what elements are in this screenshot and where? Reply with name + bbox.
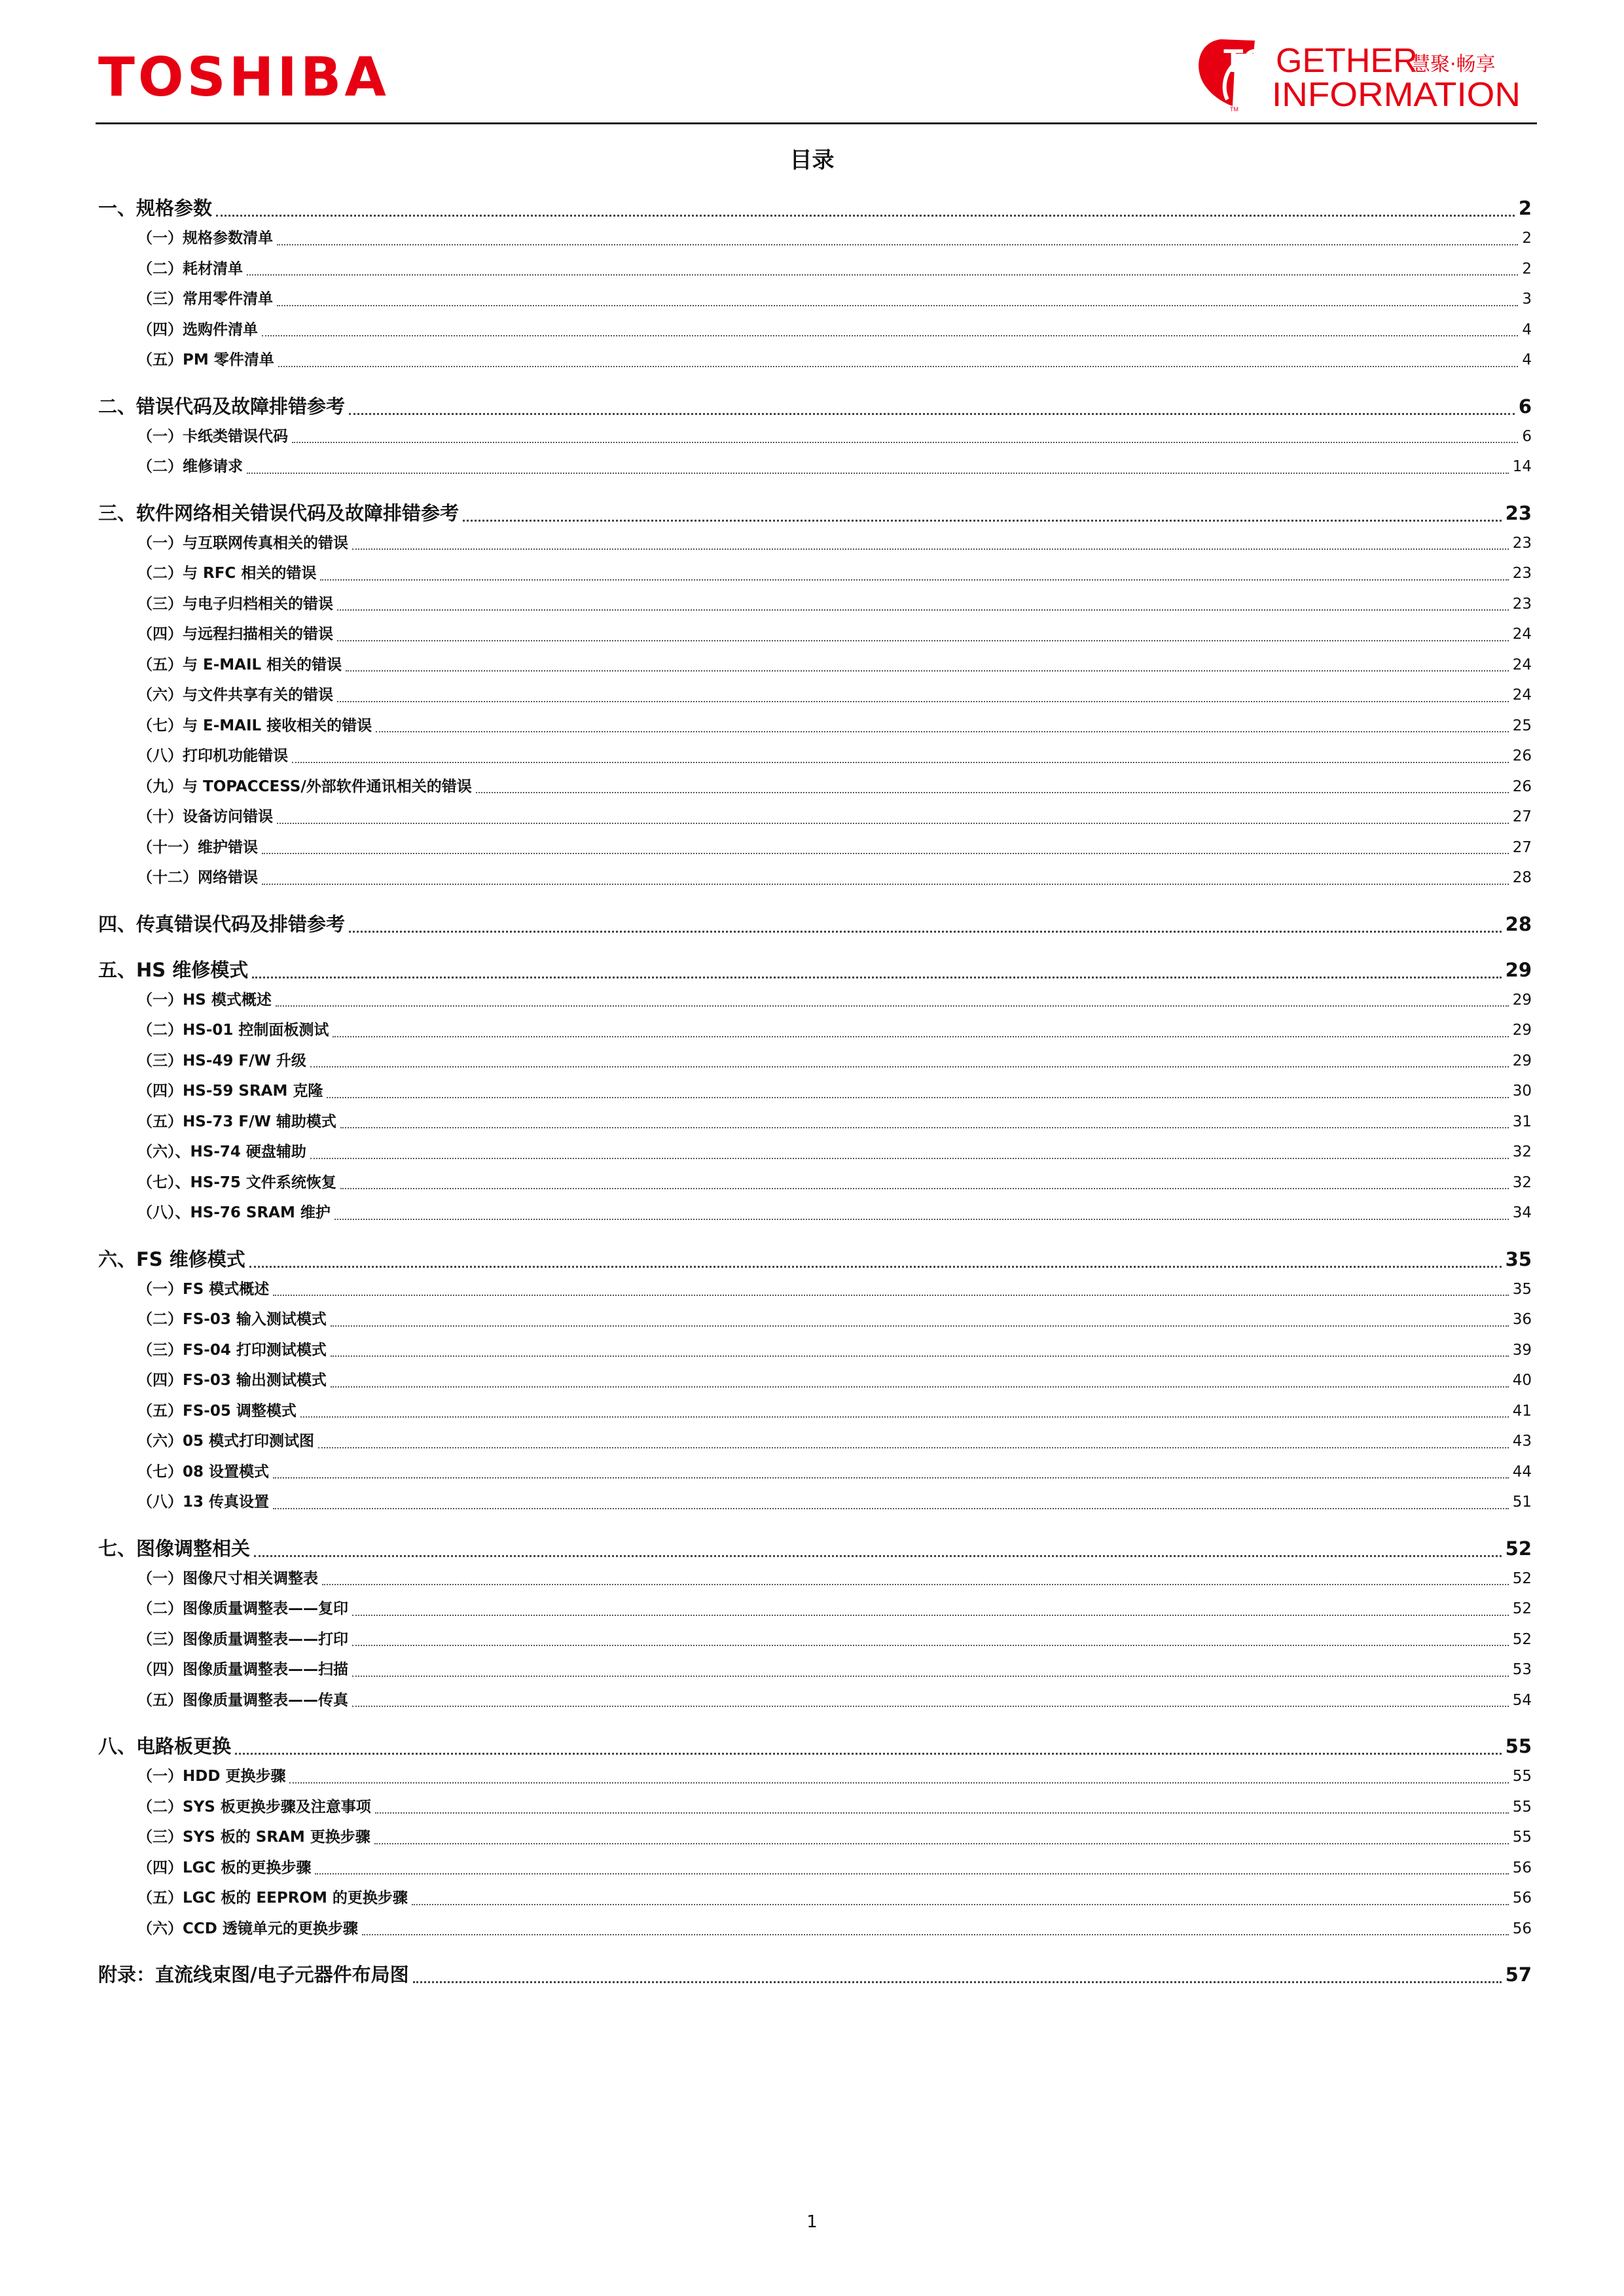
toc-entry-page: 29 [1512, 991, 1532, 1009]
dot-leader [262, 884, 1509, 885]
toc-title: 目录 [789, 147, 835, 173]
toc-entry-title: （二）SYS 板更换步骤及注意事项 [137, 1798, 371, 1816]
toc-subsection[interactable] [98, 1076, 1532, 1107]
toc-entry-title: （一）FS 模式概述 [137, 1280, 270, 1298]
toc-subsection[interactable] [98, 1274, 1532, 1305]
toc-entry-title: （九）与 TOPACCESS/外部软件通讯相关的错误 [137, 778, 472, 795]
toc-subsection[interactable] [98, 1914, 1532, 1945]
toc-entry-page: 39 [1512, 1341, 1532, 1359]
toc-entry-page: 52 [1512, 1630, 1532, 1648]
toc-entry-page: 35 [1505, 1247, 1532, 1270]
toc-entry-title: （二）HS-01 控制面板测试 [137, 1022, 329, 1039]
toc-entry-title: （四）图像质量调整表——扫描 [137, 1661, 348, 1678]
toc-entry-title: （五）图像质量调整表——传真 [137, 1691, 348, 1709]
dot-leader [476, 792, 1509, 793]
toc-entry-page: 51 [1512, 1494, 1532, 1511]
toc-entry-page: 44 [1512, 1463, 1532, 1480]
toc-entry-page: 26 [1512, 778, 1532, 795]
toc-section[interactable] [98, 498, 1532, 528]
toc-subsection[interactable] [98, 650, 1532, 681]
dot-leader [337, 701, 1509, 702]
toc-entry-page: 23 [1512, 595, 1532, 613]
toc-entry-title: （七）08 设置模式 [137, 1463, 270, 1480]
toc-entry-page: 56 [1512, 1890, 1532, 1907]
toc-subsection[interactable] [98, 1015, 1532, 1046]
dot-leader [300, 1416, 1509, 1418]
toc-entry-page: 30 [1512, 1083, 1532, 1100]
toc-entry-title: （三）SYS 板的 SRAM 更换步骤 [137, 1829, 370, 1846]
toc-section[interactable] [98, 955, 1532, 985]
toc-entry-title: （五）LGC 板的 EEPROM 的更换步骤 [137, 1890, 408, 1907]
dot-leader [337, 609, 1509, 611]
table-of-contents [98, 193, 1532, 1990]
dot-leader [315, 1873, 1508, 1874]
dot-leader [277, 305, 1518, 306]
dot-leader [262, 853, 1509, 854]
toc-entry-page: 40 [1512, 1372, 1532, 1389]
toc-entry-title: （五）FS-05 调整模式 [137, 1402, 297, 1420]
toc-entry-title: （一）图像尺寸相关调整表 [137, 1570, 318, 1587]
toc-subsection[interactable] [98, 1426, 1532, 1457]
toc-entry-page: 55 [1512, 1829, 1532, 1846]
toc-entry-title: （一）与互联网传真相关的错误 [137, 534, 348, 552]
toc-subsection[interactable] [98, 680, 1532, 711]
dot-leader [374, 1843, 1509, 1844]
toc-subsection[interactable] [98, 1137, 1532, 1168]
toc-subsection[interactable] [98, 1761, 1532, 1792]
dot-leader [252, 977, 1501, 978]
toc-entry-title: （十）设备访问错误 [137, 808, 273, 825]
dot-leader [376, 731, 1509, 732]
toc-entry-page: 52 [1505, 1537, 1532, 1560]
dot-leader [318, 1447, 1509, 1448]
toc-entry-page: 28 [1512, 869, 1532, 886]
dot-leader [346, 670, 1509, 672]
toc-entry-page: 41 [1512, 1402, 1532, 1420]
toc-subsection[interactable] [98, 1304, 1532, 1335]
toc-subsection[interactable] [98, 254, 1532, 285]
toc-entry-title: （八）13 传真设置 [137, 1494, 270, 1511]
toc-subsection[interactable] [98, 558, 1532, 589]
dot-leader [247, 274, 1518, 276]
dot-leader [340, 1127, 1509, 1128]
toc-entry-title: （六）05 模式打印测试图 [137, 1433, 315, 1450]
toc-entry-title: （七）、HS-75 文件系统恢复 [137, 1174, 336, 1191]
toc-subsection[interactable] [98, 1046, 1532, 1077]
toc-entry-title: 附录：直流线束图/电子元器件布局图 [98, 1964, 409, 1986]
svg-text:INFORMATION: INFORMATION [1272, 76, 1521, 113]
dot-leader [292, 762, 1509, 763]
toc-entry-title: （十二）网络错误 [137, 869, 258, 886]
toc-entry-page: 55 [1512, 1798, 1532, 1816]
toc-subsection[interactable] [98, 589, 1532, 620]
toc-entry-title: （五）PM 零件清单 [137, 351, 274, 368]
toc-subsection[interactable] [98, 422, 1532, 452]
toc-entry-page: 34 [1512, 1204, 1532, 1221]
svg-text:GETHER: GETHER [1276, 42, 1418, 80]
toc-subsection[interactable] [98, 452, 1532, 482]
toc-entry-title: （一）规格参数清单 [137, 230, 273, 247]
toc-entry-title: （一）HDD 更换步骤 [137, 1768, 286, 1785]
toc-entry-page: 14 [1512, 458, 1532, 475]
toc-subsection[interactable] [98, 802, 1532, 833]
toc-entry-title: （四）与远程扫描相关的错误 [137, 626, 333, 643]
dot-leader [333, 1036, 1508, 1037]
toc-entry-page: 57 [1505, 1964, 1532, 1986]
toc-entry-title: （三）图像质量调整表——打印 [137, 1630, 348, 1648]
toc-entry-title: 四、传真错误代码及排错参考 [98, 912, 346, 935]
toc-section[interactable] [98, 1534, 1532, 1564]
toc-subsection[interactable] [98, 1198, 1532, 1229]
toc-entry-page: 31 [1512, 1113, 1532, 1130]
toc-entry-title: （二）图像质量调整表——复印 [137, 1600, 348, 1617]
dot-leader [331, 1325, 1509, 1327]
toc-entry-title: （八）打印机功能错误 [137, 747, 288, 764]
dot-leader [331, 1355, 1509, 1357]
toc-section[interactable] [98, 391, 1532, 422]
toc-subsection[interactable] [98, 985, 1532, 1016]
dot-leader [320, 579, 1508, 581]
toc-entry-page: 26 [1512, 747, 1532, 764]
toc-entry-title: （三）FS-04 打印测试模式 [137, 1341, 327, 1359]
toc-entry-title: 五、HS 维修模式 [98, 958, 249, 981]
toc-subsection[interactable] [98, 833, 1532, 863]
toc-entry-title: （二）与 RFC 相关的错误 [137, 565, 317, 582]
toc-subsection[interactable] [98, 1168, 1532, 1198]
dot-leader [292, 442, 1518, 443]
page-number: 1 [806, 2212, 818, 2232]
toc-entry-page: 25 [1512, 717, 1532, 734]
toc-entry-title: 三、软件网络相关错误代码及故障排错参考 [98, 501, 460, 524]
toc-entry-page: 24 [1512, 687, 1532, 704]
toc-section[interactable] [98, 909, 1532, 939]
dot-leader [340, 1188, 1509, 1189]
dot-leader [337, 640, 1509, 641]
toc-entry-page: 6 [1522, 427, 1532, 445]
dot-leader [277, 823, 1509, 824]
toc-entry-title: 六、FS 维修模式 [98, 1247, 245, 1270]
toc-entry-title: （三）HS-49 F/W 升级 [137, 1052, 306, 1069]
together-information-logo [1195, 34, 1525, 113]
dot-leader [352, 548, 1509, 550]
toc-entry-page: 35 [1512, 1280, 1532, 1298]
toc-entry-title: 八、电路板更换 [98, 1735, 232, 1757]
toc-entry-title: （二）耗材清单 [137, 260, 243, 278]
toc-subsection[interactable] [98, 1624, 1532, 1655]
dot-leader [327, 1097, 1508, 1098]
svg-text:TM: TM [1230, 106, 1238, 113]
toc-entry-page: 2 [1518, 197, 1532, 219]
toc-entry-page: 54 [1512, 1691, 1532, 1709]
toc-subsection[interactable] [98, 1335, 1532, 1366]
toc-entry-title: （六）、HS-74 硬盘辅助 [137, 1143, 306, 1160]
dot-leader [331, 1386, 1509, 1388]
toc-entry-page: 2 [1522, 230, 1532, 247]
toc-entry-page: 32 [1512, 1174, 1532, 1191]
dot-leader [362, 1934, 1509, 1935]
toc-subsection[interactable] [98, 1822, 1532, 1853]
toc-entry-title: （六）CCD 透镜单元的更换步骤 [137, 1920, 358, 1937]
toc-subsection[interactable] [98, 1457, 1532, 1488]
toc-entry-page: 29 [1512, 1022, 1532, 1039]
dot-leader [310, 1158, 1509, 1159]
toc-entry-title: （四）FS-03 输出测试模式 [137, 1372, 327, 1389]
dot-leader [273, 1295, 1508, 1296]
toc-entry-title: 七、图像调整相关 [98, 1537, 251, 1560]
dot-leader [413, 1981, 1502, 1983]
toc-subsection[interactable] [98, 741, 1532, 772]
toc-subsection[interactable] [98, 345, 1532, 376]
toc-entry-title: （七）与 E-MAIL 接收相关的错误 [137, 717, 372, 734]
toc-subsection[interactable] [98, 1853, 1532, 1884]
toc-entry-title: （三）常用零件清单 [137, 291, 273, 308]
dot-leader [249, 1266, 1502, 1268]
dot-leader [277, 244, 1518, 245]
toc-entry-page: 3 [1522, 291, 1532, 308]
dot-leader [310, 1066, 1509, 1067]
dot-leader [216, 215, 1515, 217]
toc-entry-title: （一）卡纸类错误代码 [137, 427, 288, 445]
toc-subsection[interactable] [98, 1564, 1532, 1594]
toc-entry-page: 52 [1512, 1600, 1532, 1617]
toc-subsection[interactable] [98, 1655, 1532, 1685]
toc-subsection[interactable] [98, 1396, 1532, 1427]
dot-leader [262, 335, 1518, 336]
toc-entry-title: （四）LGC 板的更换步骤 [137, 1859, 312, 1876]
toc-entry-page: 6 [1518, 395, 1532, 418]
dot-leader [278, 366, 1519, 367]
dot-leader [273, 1508, 1509, 1509]
toc-subsection[interactable] [98, 1792, 1532, 1823]
toc-subsection[interactable] [98, 619, 1532, 650]
toc-entry-title: （六）与文件共享有关的错误 [137, 687, 333, 704]
dot-leader [352, 1615, 1509, 1616]
svg-text:TO: TO [1223, 43, 1269, 79]
toc-subsection[interactable] [98, 1594, 1532, 1624]
toc-section[interactable] [98, 1244, 1532, 1274]
toc-entry-page: 56 [1512, 1859, 1532, 1876]
toc-entry-title: （八）、HS-76 SRAM 维护 [137, 1204, 331, 1221]
dot-leader [412, 1904, 1509, 1905]
toc-subsection[interactable] [98, 1107, 1532, 1138]
dot-leader [289, 1782, 1508, 1784]
dot-leader [247, 473, 1509, 474]
toc-entry-title: （二）FS-03 输入测试模式 [137, 1311, 327, 1328]
toc-entry-title: 一、规格参数 [98, 197, 213, 219]
toshiba-logo: TOSHIBA [98, 46, 389, 109]
toc-entry-page: 27 [1512, 838, 1532, 856]
toc-section[interactable] [98, 1960, 1532, 1990]
toc-entry-page: 52 [1512, 1570, 1532, 1587]
toc-entry-page: 23 [1512, 534, 1532, 552]
toc-subsection[interactable] [98, 1487, 1532, 1518]
toc-entry-title: （五）HS-73 F/W 辅助模式 [137, 1113, 336, 1130]
toc-entry-title: （四）选购件清单 [137, 321, 258, 338]
toc-entry-page: 29 [1512, 1052, 1532, 1069]
toc-subsection[interactable] [98, 772, 1532, 802]
toc-subsection[interactable] [98, 1685, 1532, 1716]
dot-leader [463, 520, 1502, 522]
toc-entry-page: 29 [1505, 958, 1532, 981]
toc-entry-page: 24 [1512, 656, 1532, 673]
toc-entry-page: 23 [1512, 565, 1532, 582]
dot-leader [349, 413, 1515, 415]
dot-leader [235, 1753, 1502, 1755]
toc-entry-title: （二）维修请求 [137, 458, 243, 475]
dot-leader [254, 1555, 1502, 1557]
toc-entry-page: 4 [1522, 351, 1532, 368]
header-divider [96, 122, 1537, 124]
dot-leader [352, 1645, 1509, 1646]
toc-entry-title: （三）与电子归档相关的错误 [137, 595, 333, 613]
toc-subsection[interactable] [98, 1365, 1532, 1396]
toc-entry-title: （十一）维护错误 [137, 838, 258, 856]
dot-leader [322, 1584, 1509, 1585]
toc-entry-page: 55 [1512, 1768, 1532, 1785]
dot-leader [349, 931, 1502, 933]
toc-entry-page: 53 [1512, 1661, 1532, 1678]
toc-entry-page: 32 [1512, 1143, 1532, 1160]
toc-entry-page: 24 [1512, 626, 1532, 643]
dot-leader [352, 1676, 1509, 1677]
toc-entry-page: 56 [1512, 1920, 1532, 1937]
toc-entry-page: 4 [1522, 321, 1532, 338]
toc-entry-page: 23 [1505, 501, 1532, 524]
toc-entry-page: 36 [1512, 1311, 1532, 1328]
toc-subsection[interactable] [98, 1883, 1532, 1914]
dot-leader [334, 1219, 1509, 1220]
toc-entry-page: 28 [1505, 912, 1532, 935]
toc-entry-page: 2 [1522, 260, 1532, 278]
toc-entry-page: 43 [1512, 1433, 1532, 1450]
toc-subsection[interactable] [98, 223, 1532, 254]
toc-entry-page: 27 [1512, 808, 1532, 825]
toc-section[interactable] [98, 1731, 1532, 1761]
toc-subsection[interactable] [98, 711, 1532, 742]
toc-subsection[interactable] [98, 315, 1532, 346]
toc-subsection[interactable] [98, 528, 1532, 559]
dot-leader [273, 1477, 1509, 1479]
toc-entry-title: 二、错误代码及故障排错参考 [98, 395, 346, 418]
svg-text:慧聚·畅享: 慧聚·畅享 [1411, 53, 1496, 76]
dot-leader [276, 1005, 1509, 1007]
toc-entry-title: （五）与 E-MAIL 相关的错误 [137, 656, 342, 673]
dot-leader [375, 1812, 1509, 1814]
toc-subsection[interactable] [98, 863, 1532, 893]
toc-subsection[interactable] [98, 284, 1532, 315]
toc-entry-page: 55 [1505, 1735, 1532, 1757]
dot-leader [352, 1706, 1509, 1707]
toc-entry-title: （四）HS-59 SRAM 克隆 [137, 1083, 323, 1100]
toc-section[interactable] [98, 193, 1532, 223]
toc-entry-title: （一）HS 模式概述 [137, 991, 272, 1009]
